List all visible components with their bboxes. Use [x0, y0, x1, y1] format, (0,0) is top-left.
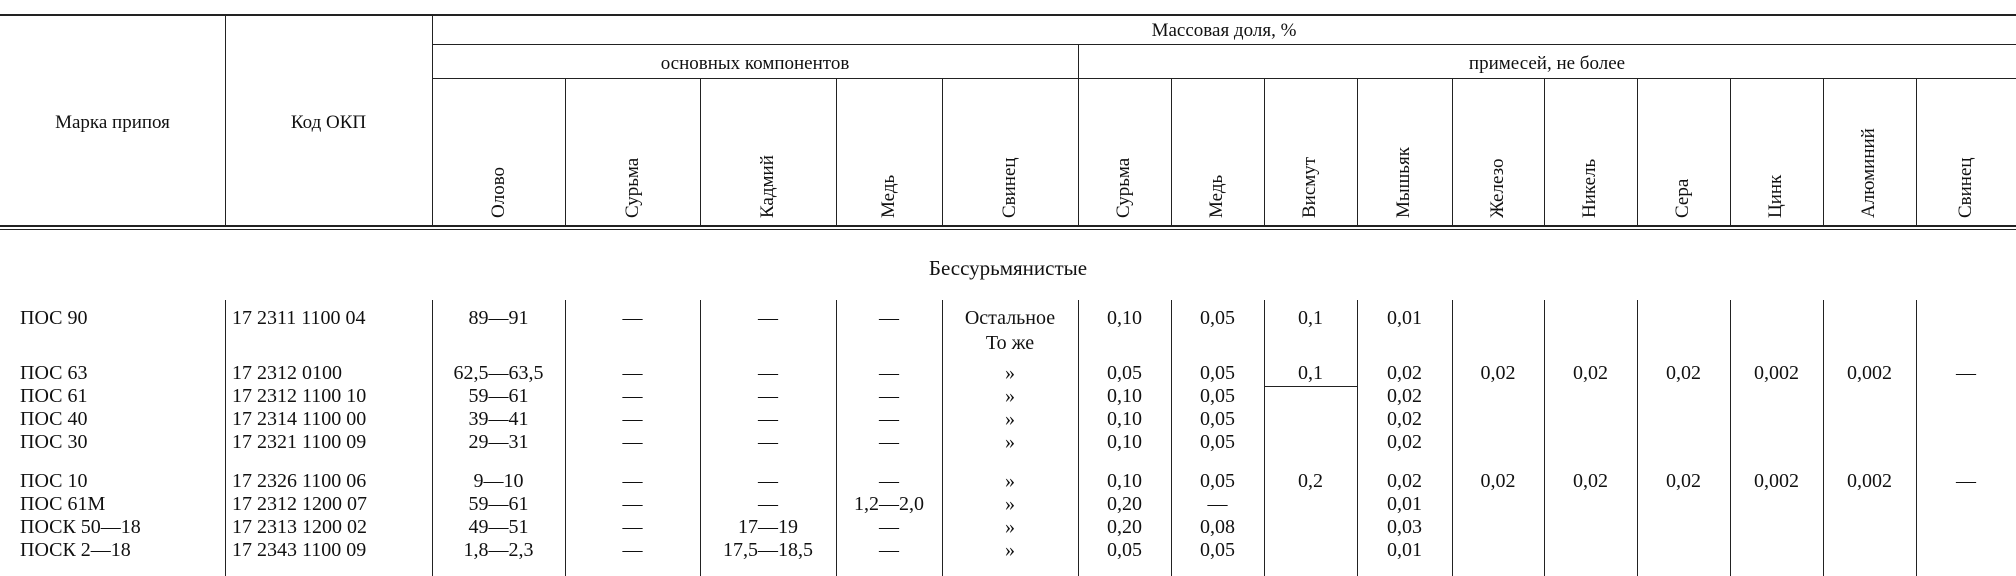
cadmium-cell: —: [758, 362, 778, 384]
lead-cell: »: [1005, 516, 1015, 538]
header-col-line: [836, 78, 837, 226]
antimony-cell: —: [622, 493, 643, 515]
grade-cell: ПОС 90: [20, 307, 88, 329]
imp-arsenic-cell: 0,02: [1387, 362, 1422, 384]
cadmium-cell: —: [758, 431, 778, 453]
okp-cell: 17 2326 1100 06: [232, 470, 367, 492]
zinc-value-b: 0,002: [1754, 470, 1799, 492]
imp-arsenic-cell: 0,01: [1387, 539, 1422, 561]
header-col-line: [1171, 78, 1172, 226]
pos90-lead-continued: То же: [985, 332, 1035, 354]
antimony-cell: —: [622, 307, 643, 329]
imp-antimony-column-header: Сурьма: [1113, 157, 1134, 218]
nickel-value-b: 0,02: [1573, 470, 1608, 492]
grade-cell: ПОС 61М: [20, 493, 106, 515]
imp-antimony-cell: 0,10: [1107, 408, 1142, 430]
imp-arsenic-cell: 0,02: [1387, 385, 1422, 407]
copper-column-header: Медь: [878, 174, 899, 218]
cadmium-cell: 17—19: [738, 516, 798, 538]
imp-zinc-column-header: Цинк: [1765, 174, 1786, 218]
header-col-line: [1730, 78, 1731, 226]
sulfur-value-b: 0,02: [1666, 470, 1701, 492]
iron-value-a: 0,02: [1480, 362, 1516, 384]
imp-copper-cell: 0,05: [1200, 385, 1235, 407]
imp-iron-column-header: Железо: [1487, 158, 1508, 218]
antimony-cell: —: [622, 516, 643, 538]
imp-arsenic-cell: 0,01: [1387, 307, 1422, 329]
cadmium-cell: —: [758, 385, 778, 407]
antimony-column-header: Сурьма: [622, 157, 643, 218]
imp-antimony-cell: 0,10: [1107, 385, 1142, 407]
bismuth-value-2: 0,1: [1298, 362, 1323, 384]
sulfur-value-a: 0,02: [1666, 362, 1701, 384]
imp-arsenic-cell: 0,02: [1387, 408, 1422, 430]
imp-nickel-column-header: Никель: [1579, 158, 1600, 218]
imp-copper-cell: 0,05: [1200, 539, 1235, 561]
impurities-header: примесей, не более: [1468, 53, 1626, 74]
imp-arsenic-cell: 0,02: [1387, 470, 1422, 492]
okp-cell: 17 2311 1100 04: [232, 307, 366, 329]
bismuth-value-3: 0,2: [1298, 470, 1323, 492]
header-col-line: [432, 14, 433, 226]
grade-cell: ПОС 40: [20, 408, 88, 430]
grade-column-header: Марка припоя: [55, 112, 170, 133]
okp-cell: 17 2343 1100 09: [232, 539, 367, 561]
imp-antimony-cell: 0,10: [1107, 307, 1142, 329]
header-col-line: [1916, 78, 1917, 226]
bismuth-value-1: 0,1: [1298, 307, 1323, 329]
antimony-cell: —: [622, 362, 643, 384]
aluminium-value-a: 0,002: [1847, 362, 1892, 384]
header-col-line: [1823, 78, 1824, 226]
grade-cell: ПОС 61: [20, 385, 88, 407]
header-col-line: [1264, 78, 1265, 226]
cadmium-cell: —: [758, 493, 778, 515]
tin-cell: 39—41: [468, 408, 529, 430]
body-col-line: [1916, 300, 1917, 576]
body-col-line: [1823, 300, 1824, 576]
imp-antimony-cell: 0,10: [1107, 470, 1142, 492]
cadmium-column-header: Кадмий: [757, 155, 778, 218]
copper-cell: —: [879, 408, 899, 430]
header-col-line: [1357, 78, 1358, 226]
tin-cell: 9—10: [473, 470, 524, 492]
imp-copper-cell: 0,05: [1200, 307, 1235, 329]
imp-antimony-cell: 0,05: [1107, 362, 1142, 384]
header-col-line: [700, 78, 701, 226]
imp-copper-cell: —: [1207, 493, 1228, 515]
header-col-line: [942, 78, 943, 226]
body-col-line: [1264, 300, 1265, 576]
imp-copper-cell: 0,05: [1200, 431, 1235, 453]
imp-sulfur-column-header: Сера: [1672, 178, 1693, 218]
header-bottom-rule: [0, 225, 2016, 227]
okp-cell: 17 2312 0100: [232, 362, 342, 384]
copper-cell: 1,2—2,0: [854, 493, 924, 515]
lead-cell: »: [1005, 539, 1015, 561]
copper-cell: —: [879, 470, 899, 492]
aluminium-value-b: 0,002: [1847, 470, 1892, 492]
antimony-cell: —: [622, 539, 643, 561]
header-bottom-rule-2: [0, 229, 2016, 230]
body-col-line: [1637, 300, 1638, 576]
imp-arsenic-cell: 0,02: [1387, 431, 1422, 453]
imp-lead-column-header: Свинец: [1955, 157, 1976, 218]
tin-cell: 59—61: [468, 493, 529, 515]
lead-cell: »: [1005, 493, 1015, 515]
subgroup-rule: [432, 78, 2016, 79]
header-col-line: [1637, 78, 1638, 226]
okp-column-header: Код ОКП: [290, 112, 367, 133]
imp-copper-cell: 0,05: [1200, 470, 1235, 492]
lead-column-header: Свинец: [999, 157, 1020, 218]
body-col-line: [1452, 300, 1453, 576]
imp-lead-value-b: —: [1956, 470, 1976, 492]
imp-copper-cell: 0,05: [1200, 362, 1235, 384]
grade-cell: ПОСК 2—18: [20, 539, 131, 561]
grade-cell: ПОС 30: [20, 431, 88, 453]
imp-copper-cell: 0,05: [1200, 408, 1235, 430]
grade-cell: ПОСК 50—18: [20, 516, 141, 538]
main-components-header: основных компонентов: [660, 53, 850, 74]
tin-cell: 89—91: [468, 307, 529, 329]
lead-cell: »: [1005, 470, 1015, 492]
lead-cell: »: [1005, 362, 1015, 384]
antimony-cell: —: [622, 385, 643, 407]
cadmium-cell: 17,5—18,5: [723, 539, 813, 561]
mass-fraction-header: Массовая доля, %: [1151, 20, 1297, 41]
antimony-cell: —: [622, 470, 643, 492]
section-title: Бессурьмянистые: [928, 256, 1088, 280]
imp-antimony-cell: 0,05: [1107, 539, 1142, 561]
imp-arsenic-cell: 0,03: [1387, 516, 1422, 538]
okp-cell: 17 2313 1200 02: [232, 516, 367, 538]
okp-cell: 17 2314 1100 00: [232, 408, 367, 430]
copper-cell: —: [879, 539, 899, 561]
cadmium-cell: —: [758, 408, 778, 430]
mass-fraction-rule: [432, 44, 2016, 45]
copper-cell: —: [879, 431, 899, 453]
copper-cell: —: [879, 385, 899, 407]
imp-arsenic-column-header: Мышьяк: [1393, 147, 1414, 218]
lead-cell: »: [1005, 431, 1015, 453]
okp-cell: 17 2321 1100 09: [232, 431, 367, 453]
imp-antimony-cell: 0,20: [1107, 493, 1142, 515]
body-col-line: [1544, 300, 1545, 576]
lead-cell: »: [1005, 385, 1015, 407]
body-col-line: [1730, 300, 1731, 576]
grade-cell: ПОС 63: [20, 362, 88, 384]
imp-copper-cell: 0,08: [1200, 516, 1235, 538]
imp-aluminium-column-header: Алюминий: [1858, 128, 1879, 218]
tin-column-header: Олово: [488, 166, 509, 218]
imp-antimony-cell: 0,10: [1107, 431, 1142, 453]
copper-cell: —: [879, 307, 899, 329]
nickel-value-a: 0,02: [1573, 362, 1608, 384]
top-rule: [0, 14, 2016, 16]
zinc-value-a: 0,002: [1754, 362, 1799, 384]
tin-cell: 62,5—63,5: [453, 362, 544, 384]
tin-cell: 29—31: [468, 431, 529, 453]
lead-cell: Остальное: [964, 307, 1056, 329]
antimony-cell: —: [622, 431, 643, 453]
header-col-line: [1544, 78, 1545, 226]
cadmium-cell: —: [758, 470, 778, 492]
copper-cell: —: [879, 516, 899, 538]
tin-cell: 59—61: [468, 385, 529, 407]
grade-cell: ПОС 10: [20, 470, 88, 492]
antimony-cell: —: [622, 408, 643, 430]
header-col-line: [1452, 78, 1453, 226]
iron-value-b: 0,02: [1480, 470, 1516, 492]
body-col-line: [225, 300, 226, 576]
copper-cell: —: [879, 362, 899, 384]
imp-copper-column-header: Медь: [1206, 174, 1227, 218]
cadmium-cell: —: [758, 307, 778, 329]
imp-lead-value-a: —: [1956, 362, 1976, 384]
tin-cell: 1,8—2,3: [463, 539, 534, 561]
tin-cell: 49—51: [468, 516, 529, 538]
lead-cell: »: [1005, 408, 1015, 430]
okp-cell: 17 2312 1100 10: [232, 385, 367, 407]
imp-bismuth-column-header: Висмут: [1299, 156, 1320, 218]
okp-cell: 17 2312 1200 07: [232, 493, 367, 515]
imp-arsenic-cell: 0,01: [1387, 493, 1422, 515]
bismuth-group-rule: [1264, 386, 1357, 387]
imp-antimony-cell: 0,20: [1107, 516, 1142, 538]
header-col-line: [565, 78, 566, 226]
